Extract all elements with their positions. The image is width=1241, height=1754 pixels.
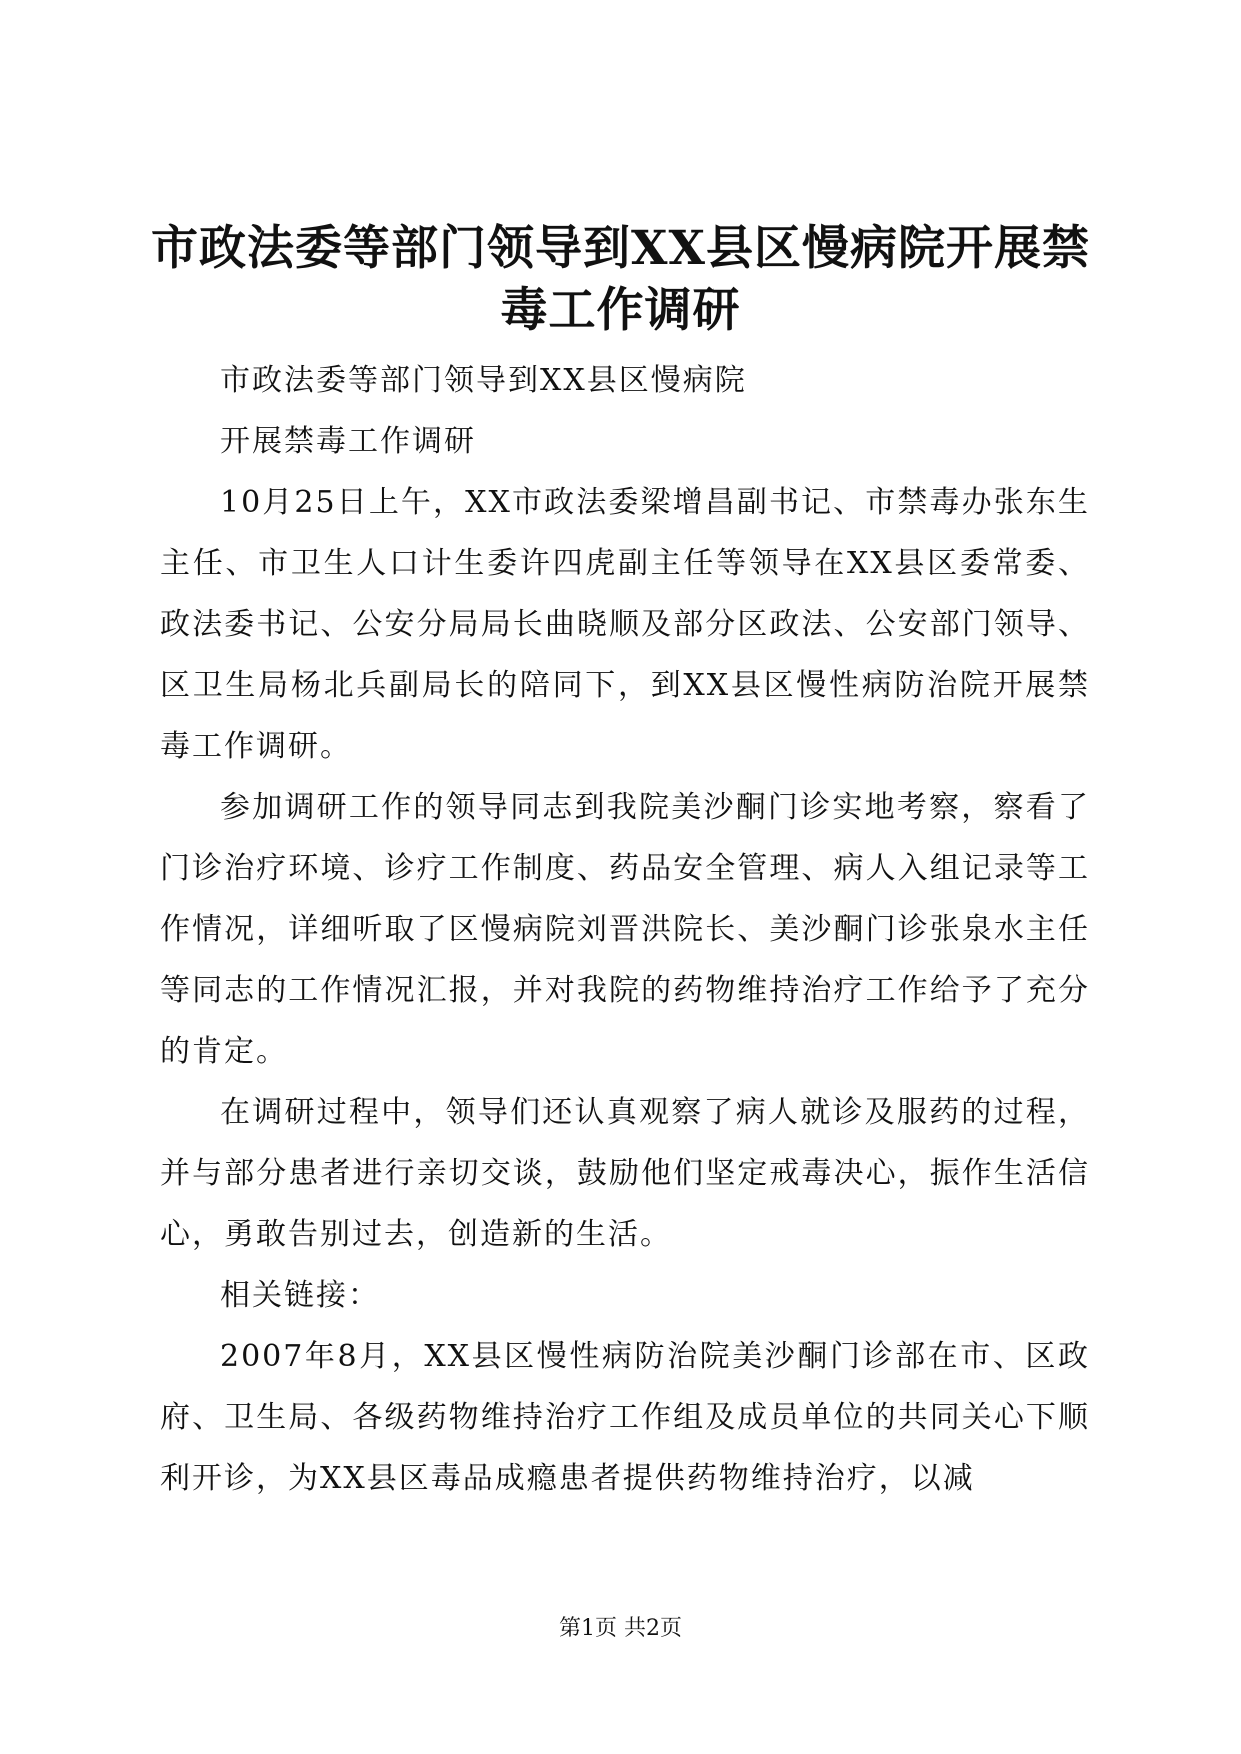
document-title: 市政法委等部门领导到XX县区慢病院开展禁毒工作调研 [151, 221, 1090, 338]
paragraph-related-links-heading: 相关链接： [220, 1278, 380, 1313]
page-footer: 第1页 共2页 [559, 1616, 682, 1641]
document-body [160, 350, 1090, 1509]
paragraph-visit-summary: 10月25日上午，XX市政法委梁增昌副书记、市禁毒办张东生主任、市卫生人口计生委许四虎副主任等领导在XX县区委常委、政法委书记、公安分局局长曲晓顺及部分区政法、公安部门领导、区卫生局杨北兵副局长的陪同下，到XX县区慢性病防治院开展禁毒工作调研。 [160, 485, 1090, 764]
paragraph-patient-conversation: 在调研过程中，领导们还认真观察了病人就诊及服药的过程，并与部分患者进行亲切交谈，鼓励他们坚定戒毒决心，振作生活信心，勇敢告别过去，创造新的生活。 [160, 1095, 1090, 1252]
paragraph-subtitle-line-2: 开展禁毒工作调研 [220, 424, 476, 459]
paragraph-clinic-inspection: 参加调研工作的领导同志到我院美沙酮门诊实地考察，察看了门诊治疗环境、诊疗工作制度、药品安全管理、病人入组记录等工作情况，详细听取了区慢病院刘晋洪院长、美沙酮门诊张泉水主任等同志的工作情况汇报，并对我院的药物维持治疗工作给予了充分的肯定。 [160, 790, 1090, 1069]
paragraph-background: 2007年8月，XX县区慢性病防治院美沙酮门诊部在市、区政府、卫生局、各级药物维持治疗工作组及成员单位的共同关心下顺利开诊，为XX县区毒品成瘾患者提供药物维持治疗，以减 [160, 1339, 1090, 1496]
paragraph-subtitle-line-1: 市政法委等部门领导到XX县区慢病院 [220, 363, 747, 398]
